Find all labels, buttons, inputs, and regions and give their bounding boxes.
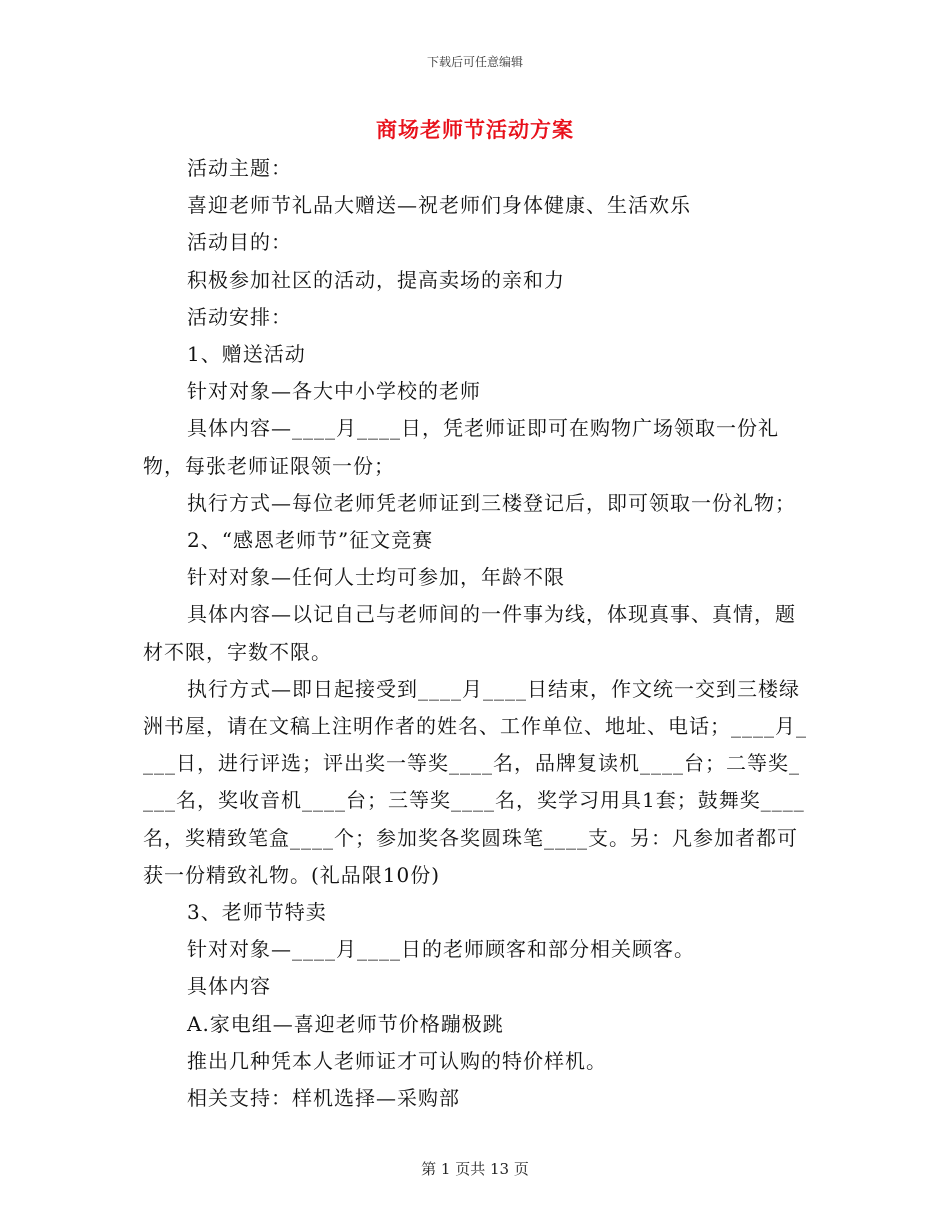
- paragraph: 针对对象—各大中小学校的老师: [187, 379, 481, 404]
- paragraph: A.家电组—喜迎老师节价格蹦极跳: [187, 1011, 504, 1036]
- paragraph: 具体内容: [187, 974, 271, 999]
- paragraph: 活动安排：: [187, 304, 292, 329]
- paragraph: 具体内容—____月____日，凭老师证即可在购物广场领取一份礼物，每张老师证限领一份；: [143, 416, 779, 478]
- header-note: 下载后可任意编辑: [426, 55, 523, 69]
- paragraph: 活动主题：: [187, 156, 292, 180]
- section-heading: 3、老师节特卖: [187, 900, 327, 925]
- document-body: [143, 150, 807, 1117]
- paragraph: 喜迎老师节礼品大赠送—祝老师们身体健康、生活欢乐: [187, 193, 691, 218]
- paragraph: 相关支持：样机选择—采购部: [187, 1086, 460, 1111]
- paragraph: 推出几种凭本人老师证才可认购的特价样机。: [187, 1048, 607, 1073]
- paragraph: 执行方式—每位老师凭老师证到三楼登记后，即可领取一份礼物；: [187, 490, 796, 515]
- paragraph: 活动目的：: [187, 230, 292, 255]
- document-title: 商场老师节活动方案: [376, 117, 574, 142]
- paragraph: 执行方式—即日起接受到____月____日结束，作文统一交到三楼绿洲书屋，请在文稿上注明作者的姓名、工作单位、地址、电话；____月____日，进行评选；评出奖一等奖____名，品牌复读机____台；二等奖____名，奖收音机____台；三等奖____名，奖学习用具1套；鼓舞奖____名，奖精致笔盒____个；参加奖各奖圆珠笔____支。另：凡参加者都可获一份精致礼物。(礼品限10份): [143, 676, 807, 887]
- paragraph: 积极参加社区的活动，提高卖场的亲和力: [187, 267, 565, 292]
- page-number: 第 1 页共 13 页: [421, 1160, 529, 1178]
- paragraph: 具体内容—以记自己与老师间的一件事为线，体现真事、真情，题材不限，字数不限。: [143, 602, 796, 664]
- section-heading: 2、“感恩老师节”征文竞赛: [187, 528, 434, 553]
- paragraph: 针对对象—____月____日的老师顾客和部分相关顾客。: [187, 937, 695, 962]
- section-heading: 1、赠送活动: [187, 342, 306, 367]
- paragraph: 针对对象—任何人士均可参加，年龄不限: [187, 565, 565, 590]
